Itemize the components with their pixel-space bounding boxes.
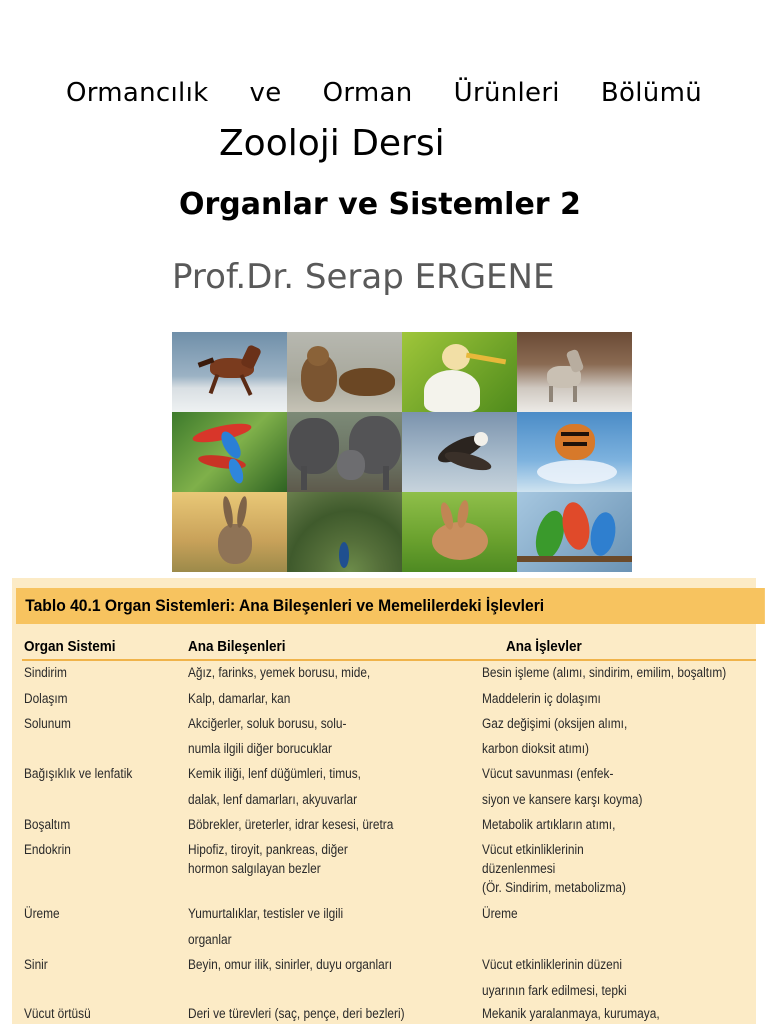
photo-lorikeets [517,492,632,572]
table-cell-system: Boşaltım [24,817,71,832]
table-cell-components: Kalp, damarlar, kan [188,691,291,706]
photo-rabbit [402,492,517,572]
table-cell-functions: düzenlenmesi [482,861,556,876]
table-cell-functions: Üreme [482,906,518,921]
table-cell-components: Beyin, omur ilik, sinirler, duyu organları [188,957,393,972]
table-cell-system: Üreme [24,906,60,921]
table-cell-functions: uyarının fark edilmesi, tepki [482,983,627,998]
table-cell-functions: siyon ve kansere karşı koyma) [482,792,643,807]
table-cell-functions: Gaz değişimi (oksijen alımı, [482,716,628,731]
table-cell-functions: Besin işleme (alımı, sindirim, emilim, boşaltım) [482,665,727,680]
column-header-organ-system: Organ Sistemi [24,638,116,655]
department-word: Orman [322,78,413,108]
table-cell-system: Sinir [24,957,48,972]
table-cell-functions: (Ör. Sindirim, metabolizma) [482,880,626,895]
photo-hare [172,492,287,572]
column-header-functions: Ana İşlevler [506,638,582,655]
department-word: Ormancılık [66,78,209,108]
department-word: Ürünleri [453,78,560,108]
table-cell-functions: Vücut savunması (enfek- [482,766,614,781]
table-cell-system: Endokrin [24,842,71,857]
table-cell-components: organlar [188,932,232,947]
table-cell-system: Bağışıklık ve lenfatik [24,766,133,781]
table-title: Tablo 40.1 Organ Sistemleri: Ana Bileşenleri ve Memelilerdeki İşlevleri [16,588,765,624]
table-cell-system: Solunum [24,716,71,731]
table-cell-system: Dolaşım [24,691,68,706]
table-cell-components: Deri ve türevleri (saç, pençe, deri bezleri) [188,1006,405,1021]
table-cell-components: Yumurtalıklar, testisler ve ilgili [188,906,344,921]
photo-tiger [517,412,632,492]
column-header-components: Ana Bileşenleri [188,638,286,655]
table-cell-components: Akciğerler, soluk borusu, solu- [188,716,347,731]
table-cell-components: dalak, lenf damarları, akyuvarlar [188,792,358,807]
animal-photo-collage [172,332,632,572]
course-title: Zooloji Dersi [219,123,445,164]
photo-egret [402,332,517,412]
photo-bears [287,332,402,412]
author-name: Prof.Dr. Serap ERGENE [172,257,555,297]
department-word: ve [249,78,282,108]
table-cell-system: Vücut örtüsü [24,1006,91,1021]
table-cell-components: numla ilgili diğer borucuklar [188,741,332,756]
table-cell-system: Sindirim [24,665,67,680]
table-cell-functions: Vücut etkinliklerinin [482,842,584,857]
table-cell-components: Hipofiz, tiroyit, pankreas, diğer [188,842,348,857]
table-cell-components: Böbrekler, üreterler, idrar kesesi, üretra [188,817,394,832]
table-cell-functions: Metabolik artıkların atımı, [482,817,616,832]
table-cell-functions: Vücut etkinliklerinin düzeni [482,957,623,972]
department-title [66,76,702,110]
photo-peacock [287,492,402,572]
header-rule [22,659,756,661]
table-cell-components: Ağız, farinks, yemek borusu, mide, [188,665,371,680]
lecture-subtitle: Organlar ve Sistemler 2 [179,187,581,222]
table-cell-components: Kemik iliği, lenf düğümleri, timus, [188,766,361,781]
table-cell-functions: Maddelerin iç dolaşımı [482,691,601,706]
table-cell-functions: Mekanik yaralanmaya, kurumaya, [482,1006,660,1021]
table-cell-components: hormon salgılayan bezler [188,861,321,876]
photo-eagle [402,412,517,492]
department-word: Bölümü [600,78,702,108]
table-cell-functions: karbon dioksit atımı) [482,741,589,756]
organ-systems-table [12,578,756,1024]
photo-elephants [287,412,402,492]
photo-horse [172,332,287,412]
photo-wolf [517,332,632,412]
photo-macaws [172,412,287,492]
